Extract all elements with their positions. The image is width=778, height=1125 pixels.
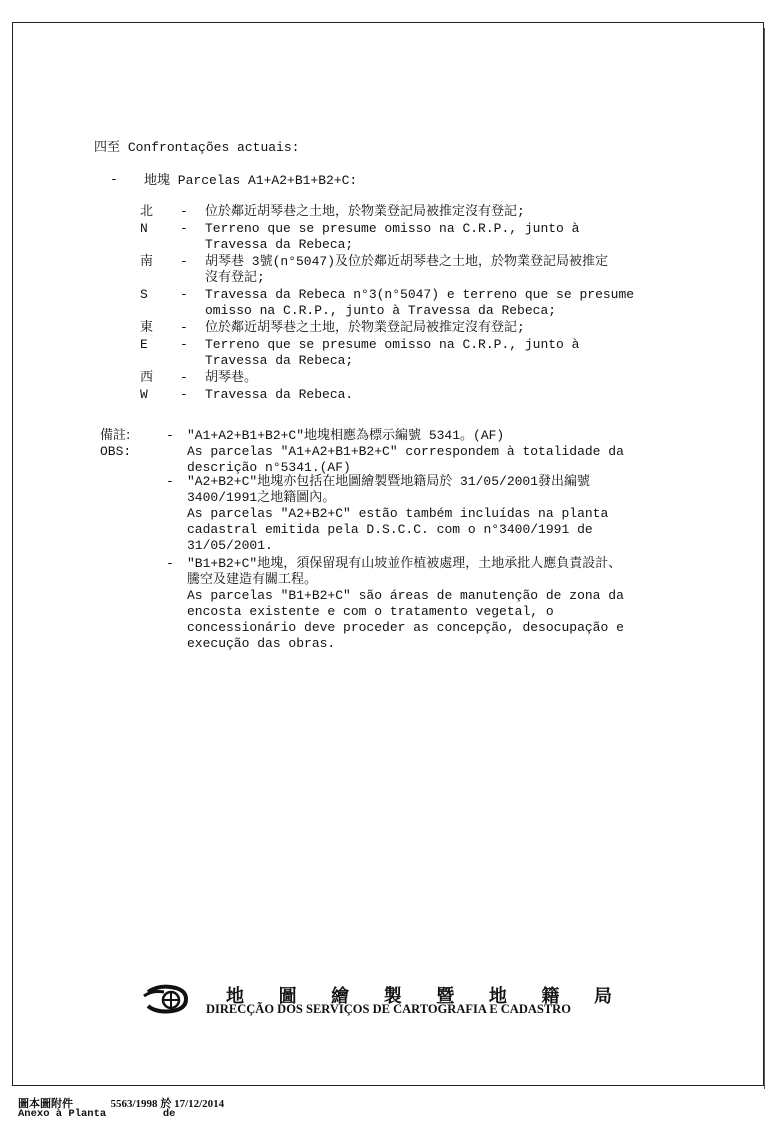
boundary-direction: S bbox=[140, 287, 148, 302]
footer-at-cn: 於 bbox=[160, 1097, 172, 1110]
boundary-dash: - bbox=[180, 254, 188, 269]
agency-name-pt: DIRECÇÃO DOS SERVIÇOS DE CARTOGRAFIA E CADASTRO bbox=[206, 1002, 571, 1016]
note-text: encosta existente e com o tratamento vegetal, o bbox=[187, 604, 554, 619]
parcel-label: 地塊 Parcelas A1+A2+B1+B2+C: bbox=[144, 173, 358, 188]
boundary-text: 位於鄰近胡琴巷之土地，於物業登記局被推定沒有登記; bbox=[205, 204, 525, 219]
note-text: cadastral emitida pela D.S.C.C. com o n°3400/1991 de bbox=[187, 522, 593, 537]
parcel-dash: - bbox=[110, 172, 118, 187]
boundary-dash: - bbox=[180, 370, 188, 385]
boundary-text: Travessa da Rebeca; bbox=[205, 353, 354, 368]
section-label-cn: 四至 bbox=[94, 140, 121, 155]
boundary-text: Travessa da Rebeca. bbox=[205, 387, 354, 402]
boundary-dash: - bbox=[180, 221, 188, 236]
footer-annex-cn: 圖本圖附件 bbox=[18, 1097, 73, 1110]
note-text: "A2+B2+C"地塊亦包括在地圖繪製暨地籍局於 31/05/2001發出編號 bbox=[187, 474, 591, 489]
boundary-direction: 東 bbox=[140, 320, 154, 335]
agency-char: 繪 bbox=[331, 986, 352, 1007]
boundary-direction: 南 bbox=[140, 254, 154, 269]
boundary-dash: - bbox=[180, 387, 188, 402]
boundary-text: Travessa da Rebeca; bbox=[205, 237, 354, 252]
footer-annex-pt: Anexo à Planta bbox=[18, 1108, 107, 1120]
boundary-text: omisso na C.R.P., junto à Travessa da Rebeca; bbox=[205, 303, 557, 318]
boundary-text: 沒有登記; bbox=[205, 270, 265, 285]
notes-label-cn: 備註: bbox=[100, 428, 131, 443]
note-text: "B1+B2+C"地塊，須保留現有山坡並作植被處理，土地承批人應負責設計、 bbox=[187, 556, 622, 571]
note-text: As parcelas "B1+B2+C" são áreas de manutenção de zona da bbox=[187, 588, 624, 603]
note-dash: - bbox=[166, 556, 174, 571]
boundary-dash: - bbox=[180, 287, 188, 302]
boundary-direction: W bbox=[140, 387, 148, 402]
boundary-text: Travessa da Rebeca n°3(n°5047) e terreno que se presume bbox=[205, 287, 635, 302]
agency-char: 暨 bbox=[436, 986, 457, 1007]
note-text: "A1+A2+B1+B2+C"地塊相應為標示編號 5341。(AF) bbox=[187, 428, 505, 443]
notes-label-pt: OBS: bbox=[100, 444, 132, 459]
boundary-direction: E bbox=[140, 337, 148, 352]
note-text: descrição n°5341.(AF) bbox=[187, 460, 351, 475]
boundary-direction: 北 bbox=[140, 204, 154, 219]
note-text: 騰空及建造有關工程。 bbox=[187, 572, 318, 587]
boundary-text: 胡琴巷。 bbox=[205, 370, 258, 385]
note-text: As parcelas "A2+B2+C" estão também incluídas na planta bbox=[187, 506, 609, 521]
agency-char: 地 bbox=[226, 986, 246, 1007]
note-text: 31/05/2001. bbox=[187, 538, 273, 553]
footer-date: 17/12/2014 bbox=[174, 1098, 225, 1110]
agency-char: 籍 bbox=[541, 986, 562, 1007]
boundary-dash: - bbox=[180, 320, 188, 335]
boundary-dash: - bbox=[180, 204, 188, 219]
footer-ref: 5563/1998 bbox=[110, 1098, 158, 1110]
boundary-text: 胡琴巷 3號(n°5047)及位於鄰近胡琴巷之土地，於物業登記局被推定 bbox=[205, 254, 609, 269]
boundary-text: 位於鄰近胡琴巷之土地，於物業登記局被推定沒有登記; bbox=[205, 320, 525, 335]
agency-char: 製 bbox=[383, 986, 404, 1007]
footer-line-2 bbox=[18, 1108, 175, 1120]
section-title: Confrontações actuais: bbox=[127, 140, 300, 155]
note-dash: - bbox=[166, 474, 174, 489]
agency-char: 地 bbox=[488, 986, 509, 1007]
dscc-logo-icon bbox=[142, 982, 190, 1016]
boundary-text: Terreno que se presume omisso na C.R.P., junto à bbox=[205, 337, 580, 352]
footer-de: de bbox=[162, 1108, 176, 1120]
agency-char: 局 bbox=[593, 986, 614, 1007]
note-text: As parcelas "A1+A2+B1+B2+C" correspondem à totalidade da bbox=[187, 444, 624, 459]
boundary-direction: 西 bbox=[140, 370, 154, 385]
note-text: concessionário deve proceder as concepção, desocupação e bbox=[187, 620, 624, 635]
agency-char: 圖 bbox=[278, 986, 299, 1007]
boundary-dash: - bbox=[180, 337, 188, 352]
note-text: execução das obras. bbox=[187, 636, 336, 651]
page-border bbox=[12, 22, 764, 1086]
note-dash: - bbox=[166, 428, 174, 443]
section-heading bbox=[94, 140, 299, 156]
boundary-text: Terreno que se presume omisso na C.R.P., junto à bbox=[205, 221, 580, 236]
page-border-shadow bbox=[764, 28, 765, 1089]
boundary-direction: N bbox=[140, 221, 148, 236]
note-text: 3400/1991之地籍圖內。 bbox=[187, 490, 336, 505]
